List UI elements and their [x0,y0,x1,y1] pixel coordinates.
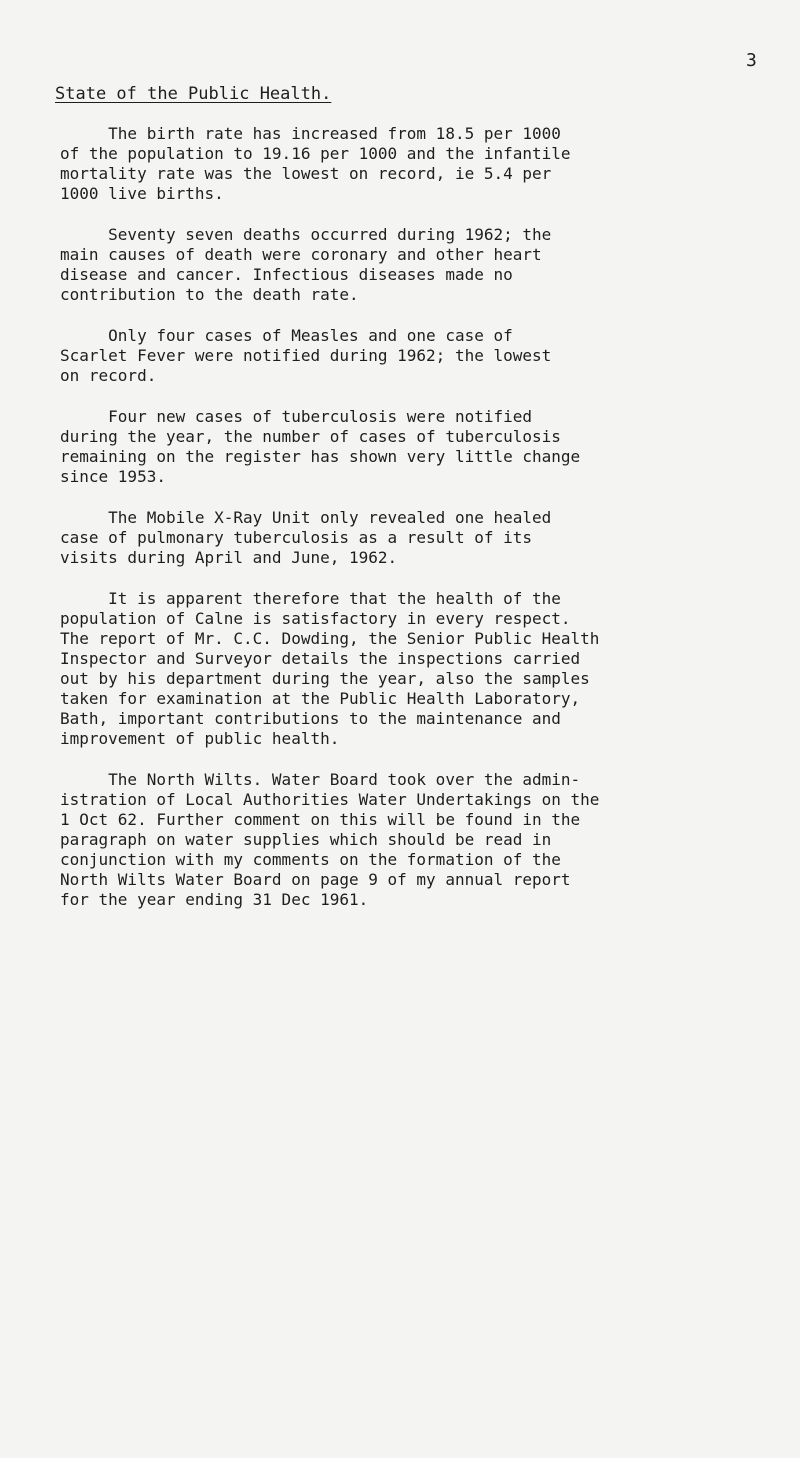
text-line: North Wilts Water Board on page 9 of my annual report [60,870,571,889]
text-line: improvement of public health. [60,729,340,748]
text-line: on record. [60,366,157,385]
text-line: Bath, important contributions to the maintenance and [60,709,561,728]
text-line: remaining on the register has shown very little change [60,447,581,466]
text-line: conjunction with my comments on the formation of the [60,850,561,869]
text-line: during the year, the number of cases of tuberculosis [60,427,561,446]
text-line: taken for examination at the Public Health Laboratory, [60,689,581,708]
text-line: contribution to the death rate. [60,285,359,304]
text-line: since 1953. [60,467,166,486]
text-line: The report of Mr. C.C. Dowding, the Senior Public Health [60,629,600,648]
paragraph-birth-rate [60,124,790,204]
text-line: paragraph on water supplies which should be read in [60,830,552,849]
report-body [60,124,790,931]
text-line: The North Wilts. Water Board took over the admin- [60,770,581,789]
text-line: istration of Local Authorities Water Undertakings on the [60,790,600,809]
paragraph-mobile-xray [60,508,790,568]
text-line: case of pulmonary tuberculosis as a result of its [60,528,533,547]
text-line: out by his department during the year, also the samples [60,669,590,688]
paragraph-tuberculosis [60,407,790,487]
text-line: The Mobile X-Ray Unit only revealed one healed [60,508,552,527]
text-line: 1 Oct 62. Further comment on this will be found in the [60,810,581,829]
paragraph-water-board [60,770,790,910]
text-line: disease and cancer. Infectious diseases made no [60,265,513,284]
text-line: population of Calne is satisfactory in every respect. [60,609,571,628]
paragraph-measles [60,326,790,386]
paragraph-health-summary [60,589,790,749]
text-line: 1000 live births. [60,184,224,203]
text-line: Seventy seven deaths occurred during 1962; the [60,225,552,244]
text-line: visits during April and June, 1962. [60,548,398,567]
text-line: It is apparent therefore that the health of the [60,589,561,608]
text-line: for the year ending 31 Dec 1961. [60,890,369,909]
paragraph-deaths [60,225,790,305]
text-line: main causes of death were coronary and other heart [60,245,542,264]
page-number: 3 [746,50,757,71]
text-line: Inspector and Surveyor details the inspections carried [60,649,581,668]
text-line: of the population to 19.16 per 1000 and the infantile [60,144,571,163]
page-title: State of the Public Health. [55,84,332,104]
text-line: Scarlet Fever were notified during 1962; the lowest [60,346,552,365]
text-line: mortality rate was the lowest on record, ie 5.4 per [60,164,552,183]
text-line: The birth rate has increased from 18.5 per 1000 [60,124,561,143]
text-line: Only four cases of Measles and one case of [60,326,513,345]
text-line: Four new cases of tuberculosis were notified [60,407,533,426]
